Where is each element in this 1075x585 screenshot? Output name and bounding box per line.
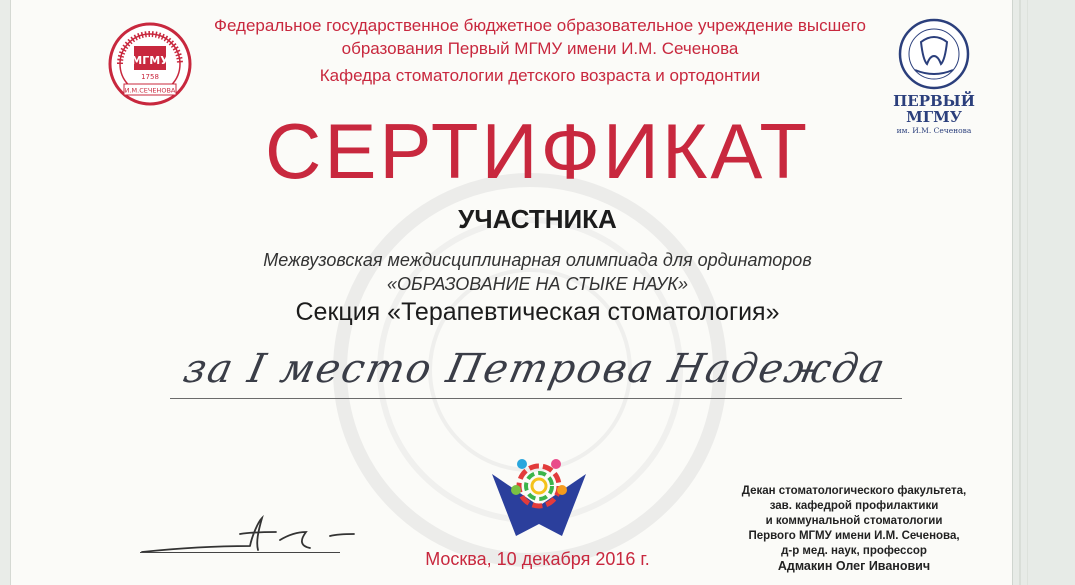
svg-text:МГМУ: МГМУ: [906, 108, 962, 126]
dean-name: Адмакин Олег Иванович: [777, 559, 931, 573]
svg-text:1758: 1758: [141, 73, 159, 81]
svg-text:им. И.М. Сеченова: им. И.М. Сеченова: [896, 126, 972, 135]
handwriting-underline: [170, 398, 902, 399]
dean-signature-block: [700, 484, 1008, 574]
header-line-1: Федеральное государственное бюджетное образовательное учреждение высшего: [214, 16, 866, 35]
dean-title-line-4: Первого МГМУ имени И.М. Сеченова,: [748, 530, 960, 542]
dean-title-line-3: и коммунальной стоматологии: [765, 515, 943, 527]
department-line: Кафедра стоматологии детского возраста и ортодонтии: [319, 66, 761, 85]
certificate-subtitle: УЧАСТНИКА: [458, 204, 617, 234]
olympiad-logo: [486, 450, 592, 542]
certificate-title: СЕРТИФИКАТ: [265, 107, 810, 195]
olympiad-line-1: Межвузовская междисциплинарная олимпиада для ординаторов: [263, 250, 812, 270]
dean-title-line-2: зав. кафедрой профилактики: [769, 500, 939, 512]
olympiad-description: [0, 248, 1075, 296]
section-name: Секция «Терапевтическая стоматология»: [295, 298, 780, 326]
handwritten-award: за I место Петрова Надежда: [179, 346, 891, 392]
institution-header: [180, 14, 900, 87]
svg-text:ПЕРВЫЙ: ПЕРВЫЙ: [893, 92, 975, 110]
olympiad-line-2: «ОБРАЗОВАНИЕ НА СТЫКЕ НАУК»: [387, 274, 688, 294]
dean-title-line-1: Декан стоматологического факультета,: [741, 485, 967, 497]
svg-text:МГМУ: МГМУ: [131, 54, 169, 67]
svg-text:И.М.СЕЧЕНОВА: И.М.СЕЧЕНОВА: [124, 86, 176, 95]
issue-date: Москва, 10 декабря 2016 г.: [425, 549, 650, 569]
dean-title-line-5: д-р мед. наук, профессор: [781, 545, 927, 557]
header-line-2: образования Первый МГМУ имени И.М. Сеченова: [341, 39, 739, 58]
